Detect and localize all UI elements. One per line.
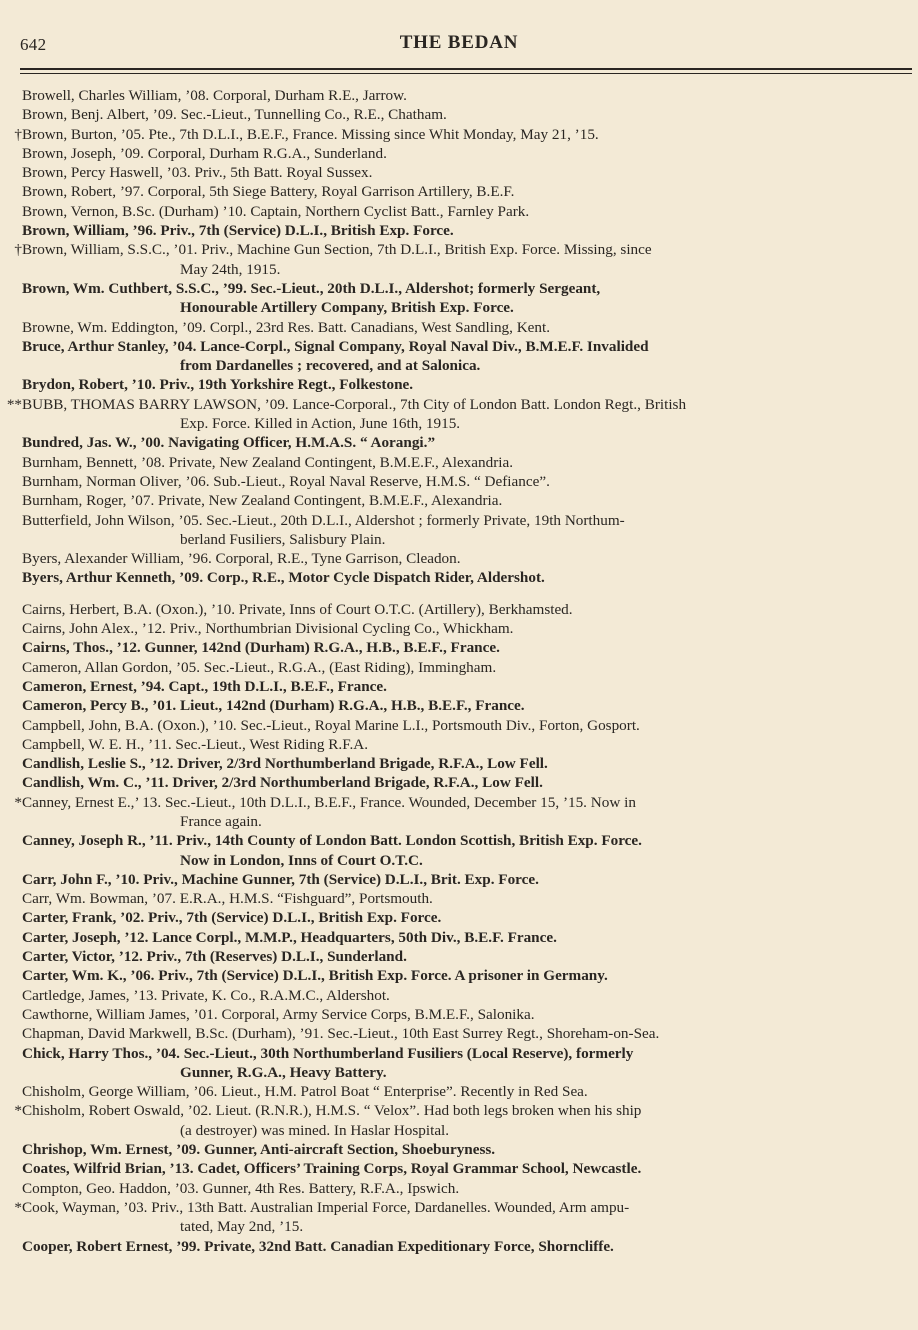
entry-text: Cairns, Thos., ’12. Gunner, 142nd (Durham) R.G.A., H.B., B.E.F., France. bbox=[22, 639, 500, 657]
entry-continuation: tated, May 2nd, ’15. bbox=[180, 1218, 304, 1236]
entry-text: Burnham, Roger, ’07. Private, New Zealand Contingent, B.M.E.F., Alexandria. bbox=[22, 492, 503, 510]
list-item bbox=[0, 638, 918, 657]
entry-text: Carter, Victor, ’12. Priv., 7th (Reserves) D.L.I., Sunderland. bbox=[22, 948, 407, 966]
entry-continuation: (a destroyer) was mined. In Haslar Hospital. bbox=[180, 1121, 450, 1139]
list-item bbox=[0, 1044, 918, 1083]
entry-continuation: May 24th, 1915. bbox=[180, 260, 281, 278]
list-item bbox=[0, 491, 918, 510]
roll-of-service-list bbox=[0, 86, 918, 1256]
list-item bbox=[0, 947, 918, 966]
list-item bbox=[0, 1179, 918, 1198]
entry-text: Brown, Joseph, ’09. Corporal, Durham R.G.A., Sunderland. bbox=[22, 144, 387, 162]
entry-text: Brown, Robert, ’97. Corporal, 5th Siege Battery, Royal Garrison Artillery, B.E.F. bbox=[22, 183, 515, 201]
entry-text: Carter, Joseph, ’12. Lance Corpl., M.M.P., Headquarters, 50th Div., B.E.F. France. bbox=[22, 928, 557, 946]
list-item bbox=[0, 1024, 918, 1043]
entry-text: Carter, Wm. K., ’06. Priv., 7th (Service) D.L.I., British Exp. Force. A prisoner in Germany. bbox=[22, 967, 608, 985]
entry-text: Byers, Alexander William, ’96. Corporal, R.E., Tyne Garrison, Cleadon. bbox=[22, 550, 461, 568]
list-item bbox=[0, 986, 918, 1005]
header-rule-thin bbox=[20, 73, 912, 74]
entry-text: Browne, Wm. Eddington, ’09. Corpl., 23rd Res. Batt. Canadians, West Sandling, Kent. bbox=[22, 318, 551, 336]
list-item bbox=[0, 1198, 918, 1237]
entry-text: Campbell, W. E. H., ’11. Sec.-Lieut., West Riding R.F.A. bbox=[22, 735, 369, 753]
list-item bbox=[0, 773, 918, 792]
section-gap bbox=[0, 588, 918, 600]
running-title: THE BEDAN bbox=[399, 32, 519, 53]
list-item bbox=[0, 375, 918, 394]
list-item bbox=[0, 889, 918, 908]
list-item bbox=[0, 240, 918, 279]
entry-text: Brown, Percy Haswell, ’03. Priv., 5th Batt. Royal Sussex. bbox=[22, 164, 373, 182]
list-item bbox=[0, 86, 918, 105]
list-item bbox=[0, 658, 918, 677]
list-item bbox=[0, 677, 918, 696]
entry-text: Byers, Arthur Kenneth, ’09. Corp., R.E., Motor Cycle Dispatch Rider, Aldershot. bbox=[22, 569, 545, 587]
list-item bbox=[0, 908, 918, 927]
list-item bbox=[0, 568, 918, 587]
entry-text: Brown, William, ’96. Priv., 7th (Service) D.L.I., British Exp. Force. bbox=[22, 222, 454, 240]
entry-text: Carr, John F., ’10. Priv., Machine Gunner, 7th (Service) D.L.I., Brit. Exp. Force. bbox=[22, 870, 539, 888]
entry-text: BUBB, THOMAS BARRY LAWSON, ’09. Lance-Corporal., 7th City of London Batt. London Regt., British bbox=[22, 395, 687, 413]
list-item bbox=[0, 754, 918, 773]
list-item bbox=[0, 1005, 918, 1024]
entry-text: Cairns, Herbert, B.A. (Oxon.), ’10. Private, Inns of Court O.T.C. (Artillery), Berkhamsted. bbox=[22, 600, 573, 618]
list-item bbox=[0, 549, 918, 568]
entry-continuation: Now in London, Inns of Court O.T.C. bbox=[180, 851, 423, 869]
entry-text: Candlish, Leslie S., ’12. Driver, 2/3rd Northumberland Brigade, R.F.A., Low Fell. bbox=[22, 755, 548, 773]
list-item bbox=[0, 696, 918, 715]
entry-text: Cameron, Percy B., ’01. Lieut., 142nd (Durham) R.G.A., H.B., B.E.F., France. bbox=[22, 697, 525, 715]
entry-continuation: France again. bbox=[180, 812, 262, 830]
list-item bbox=[0, 619, 918, 638]
entry-text: Butterfield, John Wilson, ’05. Sec.-Lieut., 20th D.L.I., Aldershot ; formerly Private, 19th Northum- bbox=[22, 511, 625, 529]
list-item bbox=[0, 279, 918, 318]
entry-mark: * bbox=[14, 1198, 22, 1216]
list-item bbox=[0, 337, 918, 376]
list-item bbox=[0, 163, 918, 182]
list-item bbox=[0, 735, 918, 754]
entry-text: Browell, Charles William, ’08. Corporal, Durham R.E., Jarrow. bbox=[22, 87, 407, 104]
entry-text: Cook, Wayman, ’03. Priv., 13th Batt. Australian Imperial Force, Dardanelles. Wounded, Arm ampu- bbox=[22, 1198, 630, 1216]
list-item bbox=[0, 831, 918, 870]
entry-text: Carr, Wm. Bowman, ’07. E.R.A., H.M.S. “Fishguard”, Portsmouth. bbox=[22, 890, 433, 908]
entry-continuation: Exp. Force. Killed in Action, June 16th, 1915. bbox=[180, 415, 461, 433]
list-item bbox=[0, 202, 918, 221]
list-item bbox=[0, 1101, 918, 1140]
entry-text: Brown, Wm. Cuthbert, S.S.C., ’99. Sec.-Lieut., 20th D.L.I., Aldershot; formerly Sergeant, bbox=[22, 279, 601, 297]
list-item bbox=[0, 182, 918, 201]
entry-mark: † bbox=[14, 241, 22, 259]
list-item bbox=[0, 1237, 918, 1256]
entry-text: Coates, Wilfrid Brian, ’13. Cadet, Officers’ Training Corps, Royal Grammar School, Newcastle. bbox=[22, 1160, 642, 1178]
entry-text: Brown, Benj. Albert, ’09. Sec.-Lieut., Tunnelling Co., R.E., Chatham. bbox=[22, 106, 447, 124]
section-b-entries bbox=[0, 86, 918, 588]
entry-text: Cartledge, James, ’13. Private, K. Co., R.A.M.C., Aldershot. bbox=[22, 986, 390, 1004]
list-item bbox=[0, 453, 918, 472]
entry-text: Canney, Joseph R., ’11. Priv., 14th County of London Batt. London Scottish, British Exp. Force. bbox=[22, 832, 642, 850]
list-item bbox=[0, 1140, 918, 1159]
entry-text: Chapman, David Markwell, B.Sc. (Durham), ’91. Sec.-Lieut., 10th East Surrey Regt., Shoreham-on-Sea. bbox=[22, 1025, 660, 1043]
list-item bbox=[0, 793, 918, 832]
list-item bbox=[0, 966, 918, 985]
list-item bbox=[0, 221, 918, 240]
entry-text: Burnham, Norman Oliver, ’06. Sub.-Lieut., Royal Naval Reserve, H.M.S. “ Defiance”. bbox=[22, 472, 550, 490]
entry-text: Chisholm, Robert Oswald, ’02. Lieut. (R.N.R.), H.M.S. “ Velox”. Had both legs broken when his ship bbox=[22, 1102, 642, 1120]
entry-text: Carter, Frank, ’02. Priv., 7th (Service) D.L.I., British Exp. Force. bbox=[22, 909, 442, 927]
entry-text: Compton, Geo. Haddon, ’03. Gunner, 4th Res. Battery, R.F.A., Ipswich. bbox=[22, 1179, 460, 1197]
list-item bbox=[0, 1159, 918, 1178]
entry-text: Chick, Harry Thos., ’04. Sec.-Lieut., 30th Northumberland Fusiliers (Local Reserve), formerly bbox=[22, 1044, 634, 1062]
list-item bbox=[0, 125, 918, 144]
entry-text: Campbell, John, B.A. (Oxon.), ’10. Sec.-Lieut., Royal Marine L.I., Portsmouth Div., Forton, Gosport. bbox=[22, 716, 640, 734]
section-c-entries bbox=[0, 600, 918, 1256]
entry-text: Chrishop, Wm. Ernest, ’09. Gunner, Anti-aircraft Section, Shoeburyness. bbox=[22, 1141, 496, 1159]
entry-text: Cooper, Robert Ernest, ’99. Private, 32nd Batt. Canadian Expeditionary Force, Shorncliffe. bbox=[22, 1237, 614, 1255]
entry-mark: * bbox=[14, 1102, 22, 1120]
list-item bbox=[0, 716, 918, 735]
entry-continuation: from Dardanelles ; recovered, and at Salonica. bbox=[180, 357, 481, 375]
list-item bbox=[0, 472, 918, 491]
entry-text: Bundred, Jas. W., ’00. Navigating Officer, H.M.A.S. “ Aorangi.” bbox=[22, 434, 436, 452]
entry-text: Burnham, Bennett, ’08. Private, New Zealand Contingent, B.M.E.F., Alexandria. bbox=[22, 453, 514, 471]
entry-mark: † bbox=[14, 125, 22, 143]
entry-mark: ** bbox=[6, 395, 22, 413]
entry-text: Brown, Burton, ’05. Pte., 7th D.L.I., B.E.F., France. Missing since Whit Monday, May 21, ’15. bbox=[22, 125, 599, 143]
list-item bbox=[0, 1082, 918, 1101]
entry-text: Brown, William, S.S.C., ’01. Priv., Machine Gun Section, 7th D.L.I., British Exp. Force. Missing, since bbox=[22, 241, 652, 259]
entry-text: Candlish, Wm. C., ’11. Driver, 2/3rd Northumberland Brigade, R.F.A., Low Fell. bbox=[22, 774, 543, 792]
list-item bbox=[0, 144, 918, 163]
list-item bbox=[0, 511, 918, 550]
entry-text: Brydon, Robert, ’10. Priv., 19th Yorkshire Regt., Folkestone. bbox=[22, 376, 414, 394]
page-header bbox=[0, 28, 918, 60]
entry-text: Cameron, Ernest, ’94. Capt., 19th D.L.I., B.E.F., France. bbox=[22, 677, 387, 695]
entry-mark: * bbox=[14, 793, 22, 811]
header-rule-thick bbox=[20, 68, 912, 70]
list-item bbox=[0, 600, 918, 619]
entry-text: Cameron, Allan Gordon, ’05. Sec.-Lieut., R.G.A., (East Riding), Immingham. bbox=[22, 658, 497, 676]
entry-text: Cairns, John Alex., ’12. Priv., Northumbrian Divisional Cycling Co., Whickham. bbox=[22, 620, 514, 638]
entry-text: Cawthorne, William James, ’01. Corporal, Army Service Corps, B.M.E.F., Salonika. bbox=[22, 1005, 535, 1023]
entry-text: Bruce, Arthur Stanley, ’04. Lance-Corpl., Signal Company, Royal Naval Div., B.M.E.F. Invalided bbox=[22, 337, 649, 355]
entry-text: Canney, Ernest E.,’ 13. Sec.-Lieut., 10th D.L.I., B.E.F., France. Wounded, December 15, ’15. Now in bbox=[22, 793, 636, 811]
page-number: 642 bbox=[20, 35, 47, 54]
list-item bbox=[0, 870, 918, 889]
list-item bbox=[0, 105, 918, 124]
entry-text: Chisholm, George William, ’06. Lieut., H.M. Patrol Boat “ Enterprise”. Recently in Red Sea. bbox=[22, 1083, 588, 1101]
entry-continuation: berland Fusiliers, Salisbury Plain. bbox=[180, 530, 386, 548]
entry-continuation: Gunner, R.G.A., Heavy Battery. bbox=[180, 1063, 387, 1081]
list-item bbox=[0, 928, 918, 947]
entry-continuation: Honourable Artillery Company, British Exp. Force. bbox=[180, 299, 514, 317]
list-item bbox=[0, 433, 918, 452]
list-item bbox=[0, 318, 918, 337]
entry-text: Brown, Vernon, B.Sc. (Durham) ’10. Captain, Northern Cyclist Batt., Farnley Park. bbox=[22, 202, 530, 220]
list-item bbox=[0, 395, 918, 434]
